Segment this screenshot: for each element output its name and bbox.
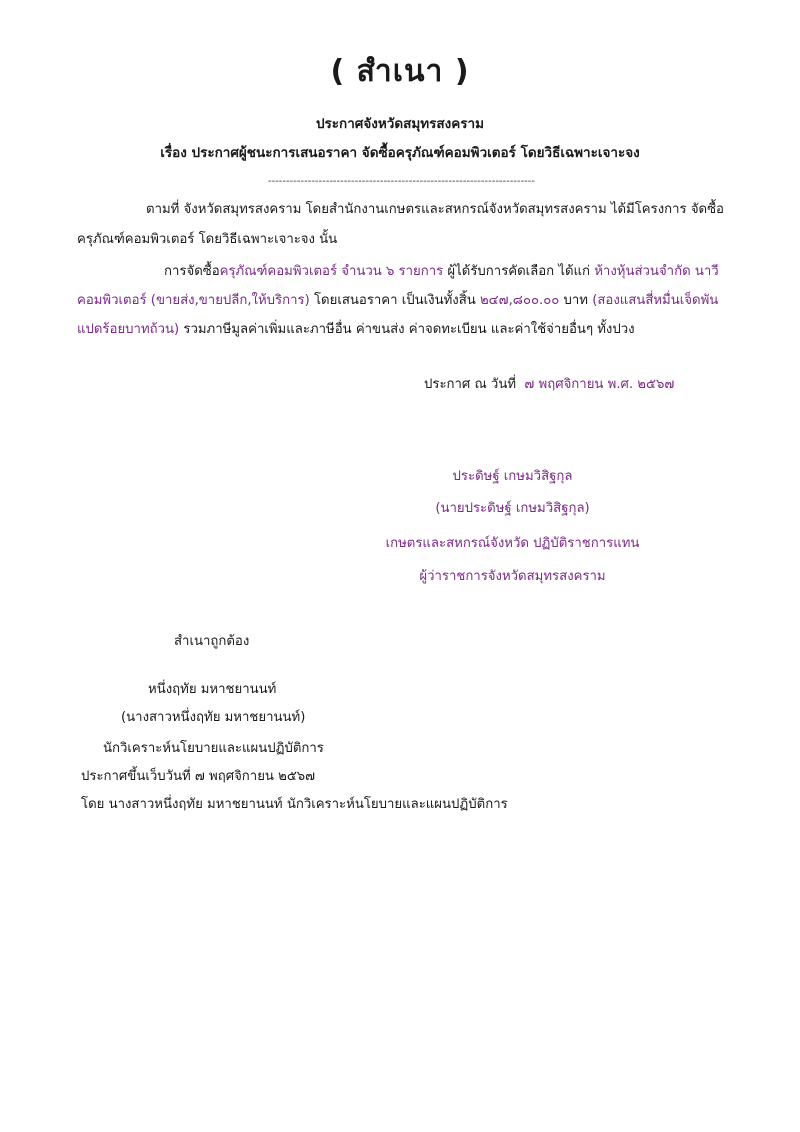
paragraph1-line2: ครุภัณฑ์คอมพิวเตอร์ โดยวิธีเฉพาะเจาะจง นั้น [77, 232, 338, 247]
posted-by: โดย นางสาวหนึ่งฤทัย มหาชยานนท์ นักวิเคราะห์นโยบายและแผนปฏิบัติการ [81, 797, 508, 812]
paragraph2-text-c: โดยเสนอราคา เป็นเงินทั้งสิ้น [309, 293, 480, 308]
signer-position: เกษตรและสหกรณ์จังหวัด ปฏิบัติราชการแทน [385, 536, 640, 551]
paragraph2-vendor-a: ห้างหุ้นส่วนจำกัด นาวี [594, 264, 719, 279]
subject-title: เรื่อง ประกาศผู้ชนะการเสนอราคา จัดซื้อครุภัณฑ์คอมพิวเตอร์ โดยวิธีเฉพาะเจาะจง [160, 145, 640, 161]
paragraph2-amount-words-a: (สองแสนสี่หมื่นเจ็ดพัน [592, 293, 719, 308]
paragraph2-text-b: ผู้ได้รับการคัดเลือก ได้แก่ [443, 264, 595, 279]
web-posted-date: ประกาศขึ้นเว็บวันที่ ๗ พฤศจิกายน ๒๕๖๗ [81, 769, 316, 784]
announce-label: ประกาศ ณ วันที่ [424, 377, 517, 392]
certifier-name: หนึ่งฤทัย มหาชยานนท์ [148, 682, 277, 697]
paragraph2-text-a: การจัดซื้อ [164, 264, 220, 279]
certifier-position: นักวิเคราะห์นโยบายและแผนปฏิบัติการ [103, 741, 324, 756]
signer-position-2: ผู้ว่าราชการจังหวัดสมุทรสงคราม [419, 569, 606, 584]
paragraph2-text-d: บาท [559, 293, 593, 308]
announce-date: ๗ พฤศจิกายน พ.ศ. ๒๕๖๗ [524, 377, 675, 392]
separator-line: -------------------------------------------------------------------------- [267, 176, 536, 187]
certified-label: สำเนาถูกต้อง [174, 634, 250, 649]
paragraph2-text-e: รวมภาษีมูลค่าเพิ่มและภาษีอื่น ค่าขนส่ง ค่าจดทะเบียน และค่าใช้จ่ายอื่นๆ ทั้งปวง [179, 322, 635, 337]
issuer-title: ประกาศจังหวัดสมุทรสงคราม [315, 116, 485, 132]
copy-stamp-heading: ( สำเนา ) [330, 54, 470, 89]
paragraph2-amount-words-b: แปดร้อยบาทถ้วน) [77, 322, 180, 337]
paragraph1-line1: ตามที่ จังหวัดสมุทรสงคราม โดยสำนักงานเกษตรและสหกรณ์จังหวัดสมุทรสงคราม ได้มีโครงการ จัดซื้อ [146, 202, 724, 217]
paragraph2-line2 [77, 289, 718, 310]
paragraph2-vendor-b: คอมพิวเตอร์ (ขายส่ง,ขายปลีก,ให้บริการ) [77, 293, 310, 308]
certifier-full-name: (นางสาวหนึ่งฤทัย มหาชยานนท์) [121, 710, 306, 725]
announce-line [424, 373, 674, 394]
paragraph2-item: ครุภัณฑ์คอมพิวเตอร์ จำนวน ๖ รายการ [219, 264, 444, 279]
paragraph2-amount: ๒๔๗,๘๐๐.๐๐ [479, 293, 560, 308]
paragraph2-line1 [164, 260, 719, 281]
paragraph2-line3 [77, 318, 635, 339]
signer-full-name: (นายประดิษฐ์ เกษมวิสิฐกุล) [435, 501, 590, 516]
signer-name: ประดิษฐ์ เกษมวิสิฐกุล [452, 469, 573, 484]
